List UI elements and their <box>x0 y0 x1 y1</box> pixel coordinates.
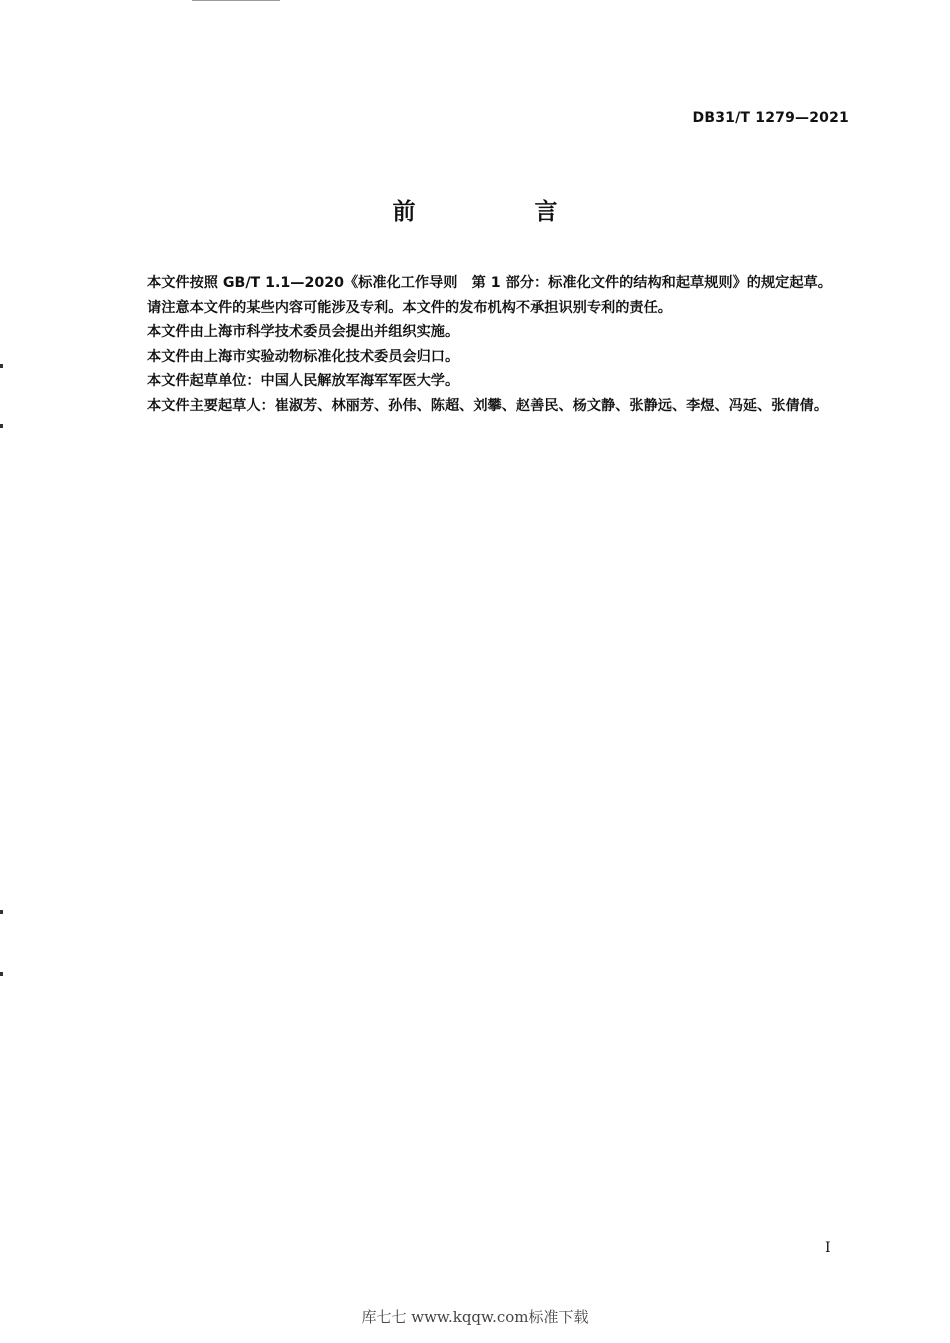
margin-mark <box>0 424 3 428</box>
foreword-body <box>113 271 853 418</box>
page-number: I <box>825 1240 831 1256</box>
margin-mark <box>0 910 3 914</box>
paragraph-drafting-unit: 本文件起草单位：中国人民解放军海军军医大学。 <box>147 373 460 389</box>
margin-mark <box>0 364 3 368</box>
footer-watermark: 库七七 www.kqqw.com标准下载 <box>361 1308 589 1326</box>
paragraph-proposer: 本文件由上海市科学技术委员会提出并组织实施。 <box>147 324 460 340</box>
margin-mark <box>0 972 3 976</box>
paragraph-drafters: 本文件主要起草人：崔淑芳、林丽芳、孙伟、陈超、刘攀、赵善民、杨文静、张静远、李煜、冯延、张倩倩。 <box>147 397 829 414</box>
paragraph-patent-notice: 请注意本文件的某些内容可能涉及专利。本文件的发布机构不承担识别专利的责任。 <box>147 299 672 316</box>
standard-code: DB31/T 1279—2021 <box>692 110 849 126</box>
page-title: 前 言 <box>392 199 606 225</box>
paragraph-drafting-rules: 本文件按照 GB/T 1.1—2020《标准化工作导则 第 1 部分：标准化文件的结构和起草规则》的规定起草。 <box>147 275 832 291</box>
top-rule <box>192 0 280 1</box>
paragraph-responsible-committee: 本文件由上海市实验动物标准化技术委员会归口。 <box>147 348 460 365</box>
